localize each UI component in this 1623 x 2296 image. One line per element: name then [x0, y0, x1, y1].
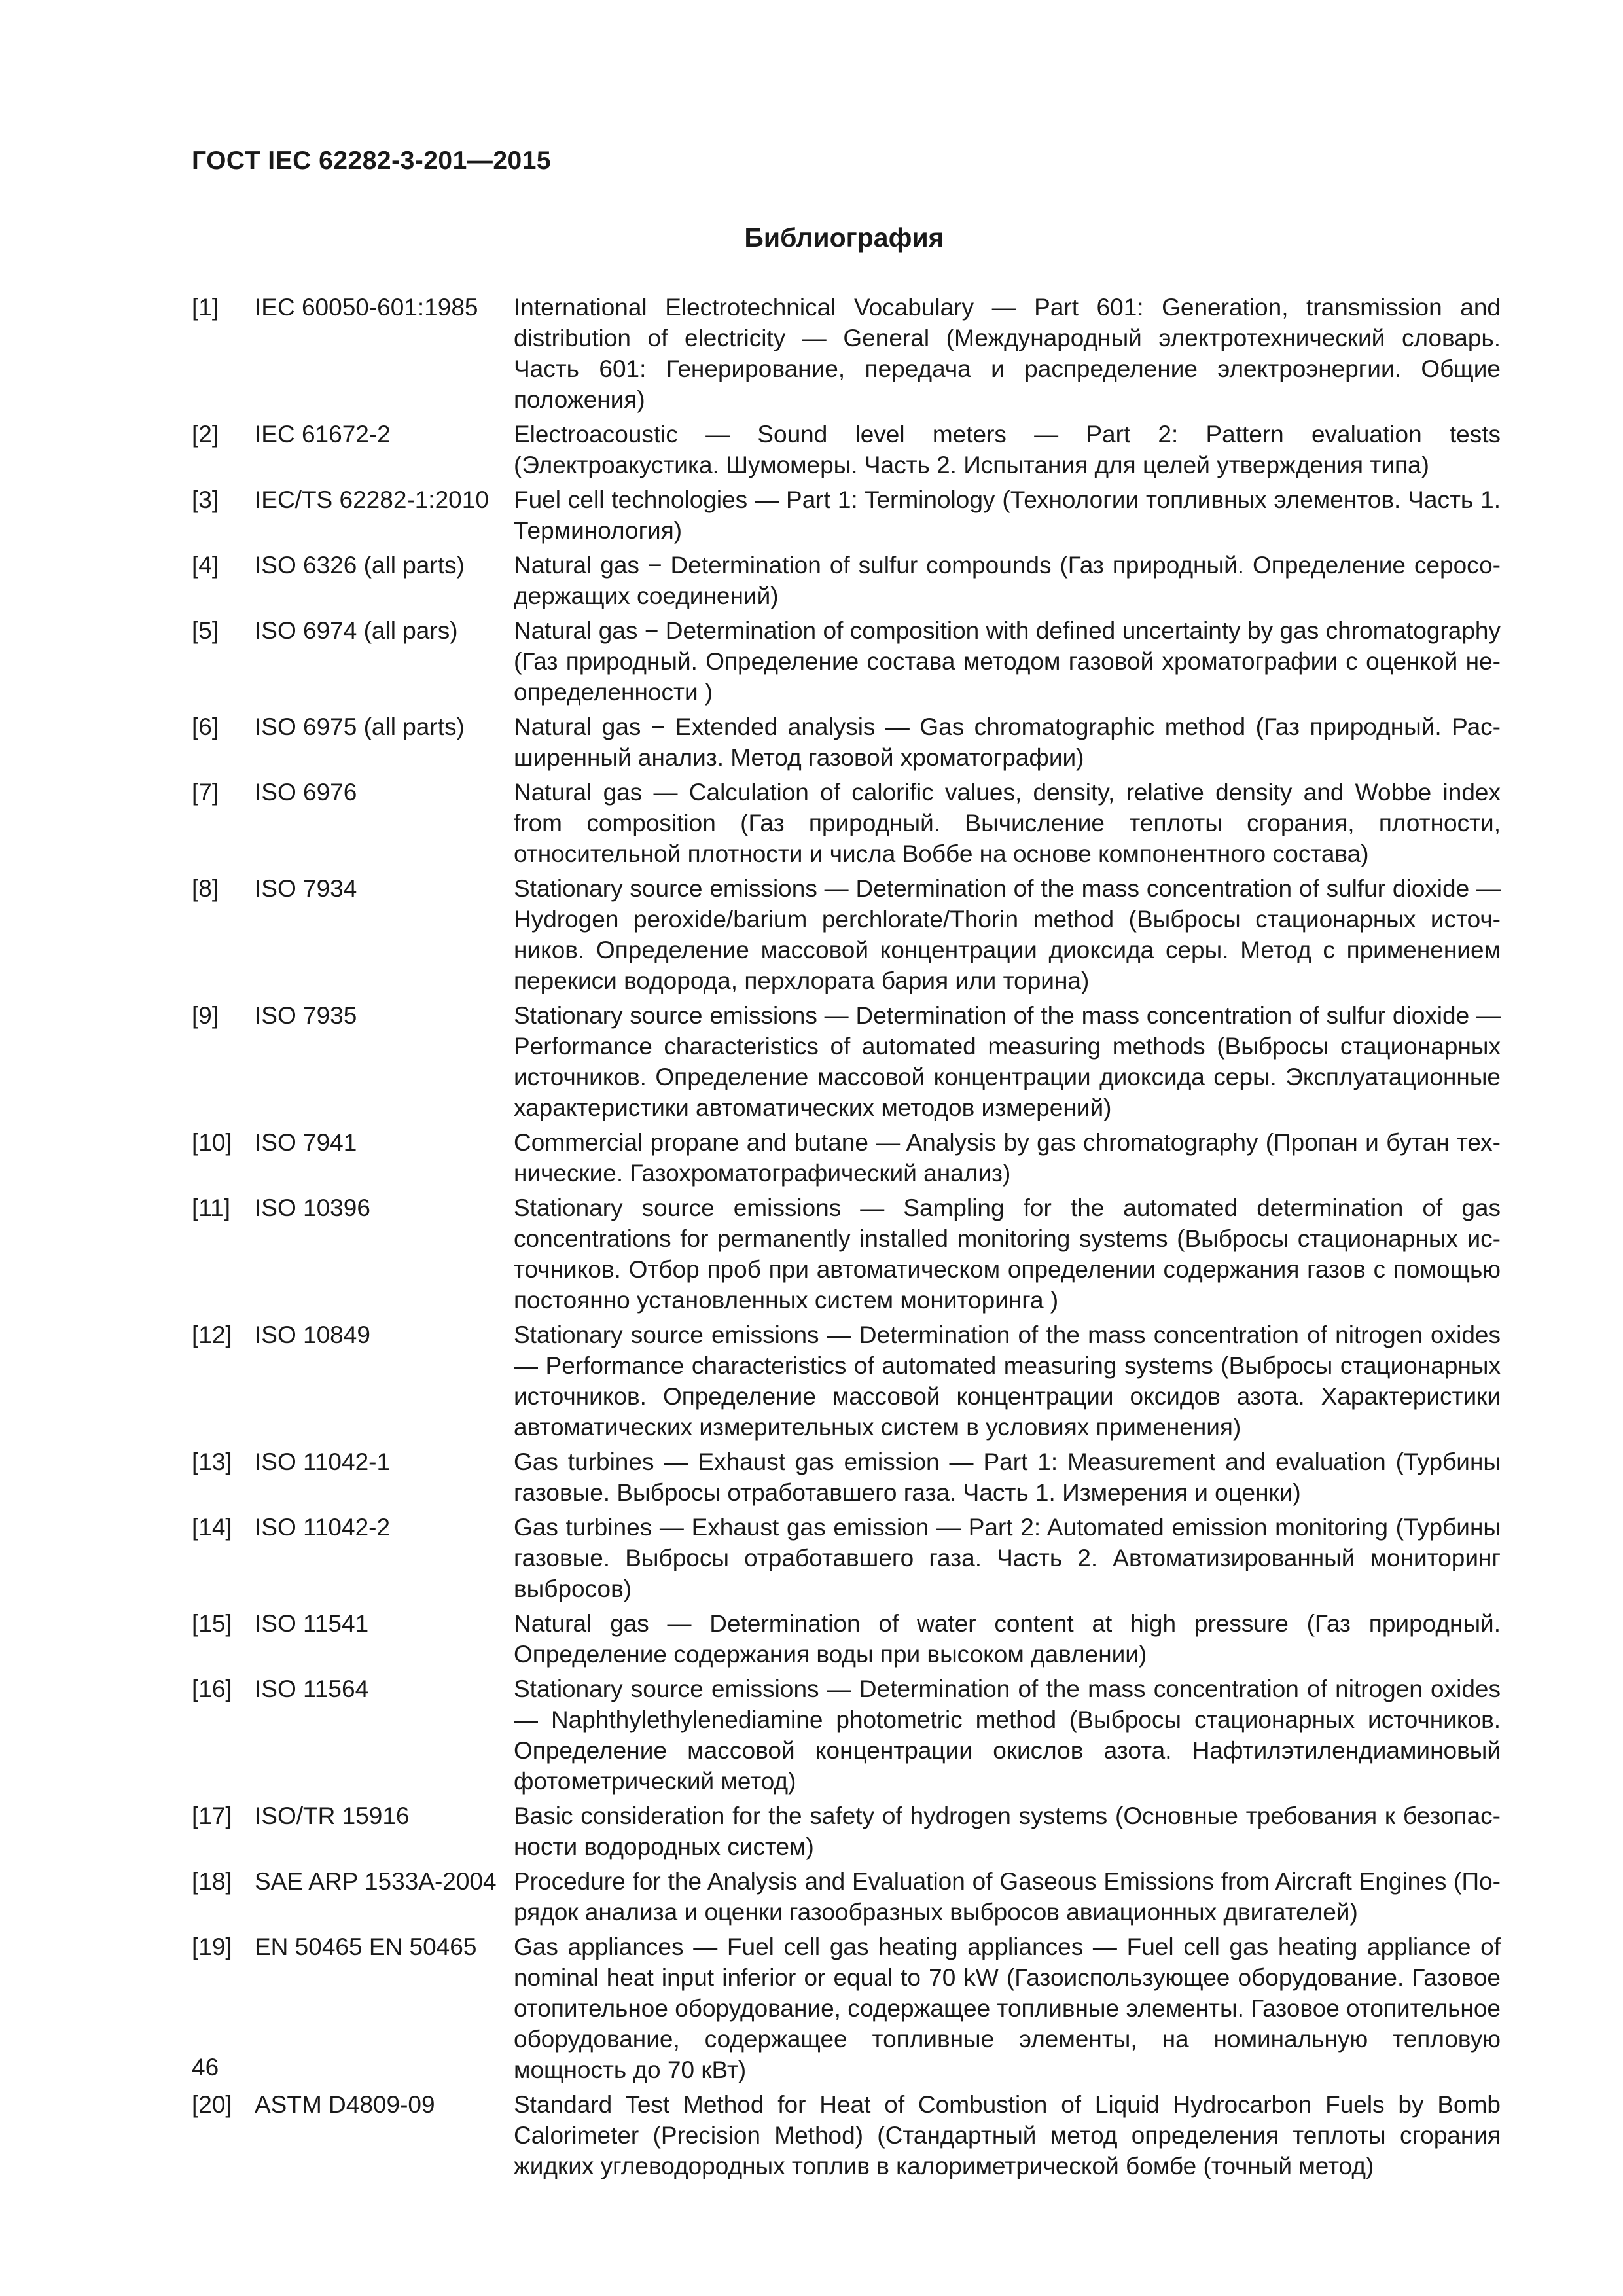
entry-number: [2]: [192, 421, 219, 448]
entry-description: Stationary source emissions — Determination of the mass concentration of nitrogen oxides — Performance characteristics of automated measuring systems (Выбросы стационарных источников. Определение массовой концентрации оксидов азота. Характеристики автоматических измерительных систем в условиях применения): [514, 1321, 1501, 1441]
bibliography-entry: [192, 1674, 1501, 1797]
bibliography-entry: [192, 1931, 1501, 2085]
entry-number: [19]: [192, 1933, 232, 1960]
entry-code: ISO/TR 15916: [255, 1803, 410, 1829]
entry-code: ISO 7934: [255, 875, 357, 902]
entry-number: [12]: [192, 1321, 232, 1348]
entry-number: [6]: [192, 713, 219, 740]
entry-code: ISO 7941: [255, 1129, 357, 1156]
entry-number: [8]: [192, 875, 219, 902]
entry-description: Stationary source emissions — Determination of the mass concentration of sulfur dioxide — Hydrogen peroxide/barium perchlorate/Thorin method (Выбросы стационарных источников. Определение массовой концентрации диоксида серы. Метод с применением перекиси водорода, перхлората бария или торина): [514, 875, 1501, 994]
section-title: Библиография: [744, 223, 944, 253]
bibliography-entry: [192, 873, 1501, 996]
entry-description: Basic consideration for the safety of hydrogen systems (Основные требования к безопасности водородных систем): [514, 1803, 1501, 1860]
entry-description: Natural gas − Determination of composition with defined uncertainty by gas chromatography (Газ природный. Определение состава методом газовой хроматографии с оценкой неопределенности ): [514, 617, 1501, 706]
entry-description: Natural gas — Calculation of calorific values, density, relative density and Wobbe index from composition (Газ природный. Вычисление теплоты сгорания, плотности, относительной плотности и числа Воббе на основе компонентного состава): [514, 779, 1501, 867]
entry-number: [3]: [192, 486, 219, 513]
entry-code: ISO 10396: [255, 1194, 370, 1221]
bibliography-entry: [192, 1608, 1501, 1670]
bibliography-entry: [192, 484, 1501, 546]
bibliography-entry: [192, 615, 1501, 708]
entry-code: IEC/TS 62282-1:2010: [255, 486, 489, 513]
entry-number: [17]: [192, 1803, 232, 1829]
bibliography-entry: [192, 550, 1501, 611]
entry-code: ISO 11042-2: [255, 1514, 391, 1541]
entry-code: ISO 6326 (all parts): [255, 552, 465, 579]
bibliography-entry: [192, 1866, 1501, 1928]
bibliography-entry: [192, 419, 1501, 480]
bibliography-list: [192, 292, 1501, 2185]
entry-description: Stationary source emissions — Determination of the mass concentration of sulfur dioxide — Performance characteristics of automated measuring methods (Выбросы стационарных источников. Определение массовой концентрации диоксида серы. Эксплуатационные характеристики автоматических методов измерений): [514, 1002, 1501, 1121]
entry-number: [11]: [192, 1194, 230, 1221]
entry-number: [9]: [192, 1002, 219, 1029]
bibliography-entry: [192, 1446, 1501, 1508]
entry-description: International Electrotechnical Vocabulary — Part 601: Generation, transmission and distribution of electricity — General (Международный электротехнический словарь. Часть 601: Генерирование, передача и распределение электроэнергии. Общие положения): [514, 294, 1501, 413]
bibliography-entry: [192, 777, 1501, 869]
page-number: 46: [192, 2054, 219, 2081]
entry-code: ISO 6975 (all parts): [255, 713, 465, 740]
entry-code: ISO 11564: [255, 1676, 369, 1702]
bibliography-entry: [192, 1801, 1501, 1862]
entry-number: [14]: [192, 1514, 232, 1541]
entry-description: Electroacoustic — Sound level meters — Part 2: Pattern evaluation tests (Электроакустика. Шумомеры. Часть 2. Испытания для целей утверждения типа): [514, 421, 1501, 478]
entry-description: Stationary source emissions — Sampling for the automated determination of gas concentrations for permanently installed monitoring systems (Выбросы стационарных источников. Отбор проб при автоматическом определении содержания газов с помощью постоянно установленных систем мониторинга ): [514, 1194, 1501, 1314]
bibliography-entry: [192, 2089, 1501, 2181]
entry-description: Standard Test Method for Heat of Combustion of Liquid Hydrocarbon Fuels by Bomb Calorimeter (Precision Method) (Стандартный метод определения теплоты сгорания жидких углеводородных топлив в калориметрической бомбе (точный метод): [514, 2091, 1501, 2179]
entry-description: Natural gas — Determination of water content at high pressure (Газ природный. Определение содержания воды при высоком давлении): [514, 1610, 1501, 1668]
entry-description: Gas turbines — Exhaust gas emission — Part 1: Measurement and evaluation (Турбины газовые. Выбросы отработавшего газа. Часть 1. Измерения и оценки): [514, 1448, 1501, 1506]
entry-description: Gas appliances — Fuel cell gas heating appliances — Fuel cell gas heating appliance of nominal heat input inferior or equal to 70 kW (Газоиспользующее оборудование. Газовое отопительное оборудование, содержащее топливные элементы. Газовое отопительное оборудование, содержащее топливные элементы, на номинальную тепловую мощность до 70 кВт): [514, 1933, 1501, 2083]
entry-number: [16]: [192, 1676, 232, 1702]
bibliography-entry: [192, 1193, 1501, 1316]
entry-code: IEC 60050-601:1985: [255, 294, 478, 321]
bibliography-entry: [192, 1000, 1501, 1123]
entry-code: ISO 11541: [255, 1610, 369, 1637]
entry-number: [15]: [192, 1610, 232, 1637]
entry-code: ISO 6974 (all pars): [255, 617, 458, 644]
entry-description: Stationary source emissions — Determination of the mass concentration of nitrogen oxides — Naphthylethylenediamine photometric method (Выбросы стационарных источников. Определение массовой концентрации окислов азота. Нафтилэтилендиаминовый фотометрический метод): [514, 1676, 1501, 1795]
bibliography-entry: [192, 1127, 1501, 1189]
bibliography-entry: [192, 292, 1501, 415]
entry-description: Natural gas − Extended analysis — Gas chromatographic method (Газ природный. Расширенный анализ. Метод газовой хроматографии): [514, 713, 1501, 771]
entry-code: EN 50465 EN 50465: [255, 1933, 477, 1960]
document-header: ГОСТ IEC 62282-3-201—2015: [192, 147, 552, 175]
entry-number: [10]: [192, 1129, 232, 1156]
entry-description: Natural gas − Determination of sulfur compounds (Газ природный. Определение серосодержащих соединений): [514, 552, 1501, 609]
entry-number: [13]: [192, 1448, 232, 1475]
entry-number: [20]: [192, 2091, 232, 2118]
entry-description: Gas turbines — Exhaust gas emission — Part 2: Automated emission monitoring (Турбины газовые. Выбросы отработавшего газа. Часть 2. Автоматизированный мониторинг выбросов): [514, 1514, 1501, 1602]
entry-number: [1]: [192, 294, 219, 321]
entry-code: ISO 11042-1: [255, 1448, 391, 1475]
entry-description: Procedure for the Analysis and Evaluation of Gaseous Emissions from Aircraft Engines (Порядок анализа и оценки газообразных выбросов авиационных двигателей): [514, 1868, 1501, 1926]
entry-code: ISO 6976: [255, 779, 357, 806]
entry-code: ISO 7935: [255, 1002, 357, 1029]
entry-code: ISO 10849: [255, 1321, 370, 1348]
bibliography-entry: [192, 1512, 1501, 1604]
entry-code: ASTM D4809-09: [255, 2091, 435, 2118]
entry-description: Fuel cell technologies — Part 1: Terminology (Технологии топливных элементов. Часть 1. Терминология): [514, 486, 1501, 544]
entry-code: SAE ARP 1533A-2004: [255, 1868, 497, 1895]
entry-number: [7]: [192, 779, 219, 806]
entry-number: [4]: [192, 552, 219, 579]
bibliography-entry: [192, 711, 1501, 773]
bibliography-entry: [192, 1319, 1501, 1443]
entry-description: Commercial propane and butane — Analysis by gas chromatography (Пропан и бутан технические. Газохроматографический анализ): [514, 1129, 1501, 1187]
entry-code: IEC 61672-2: [255, 421, 391, 448]
entry-number: [18]: [192, 1868, 232, 1895]
entry-number: [5]: [192, 617, 219, 644]
